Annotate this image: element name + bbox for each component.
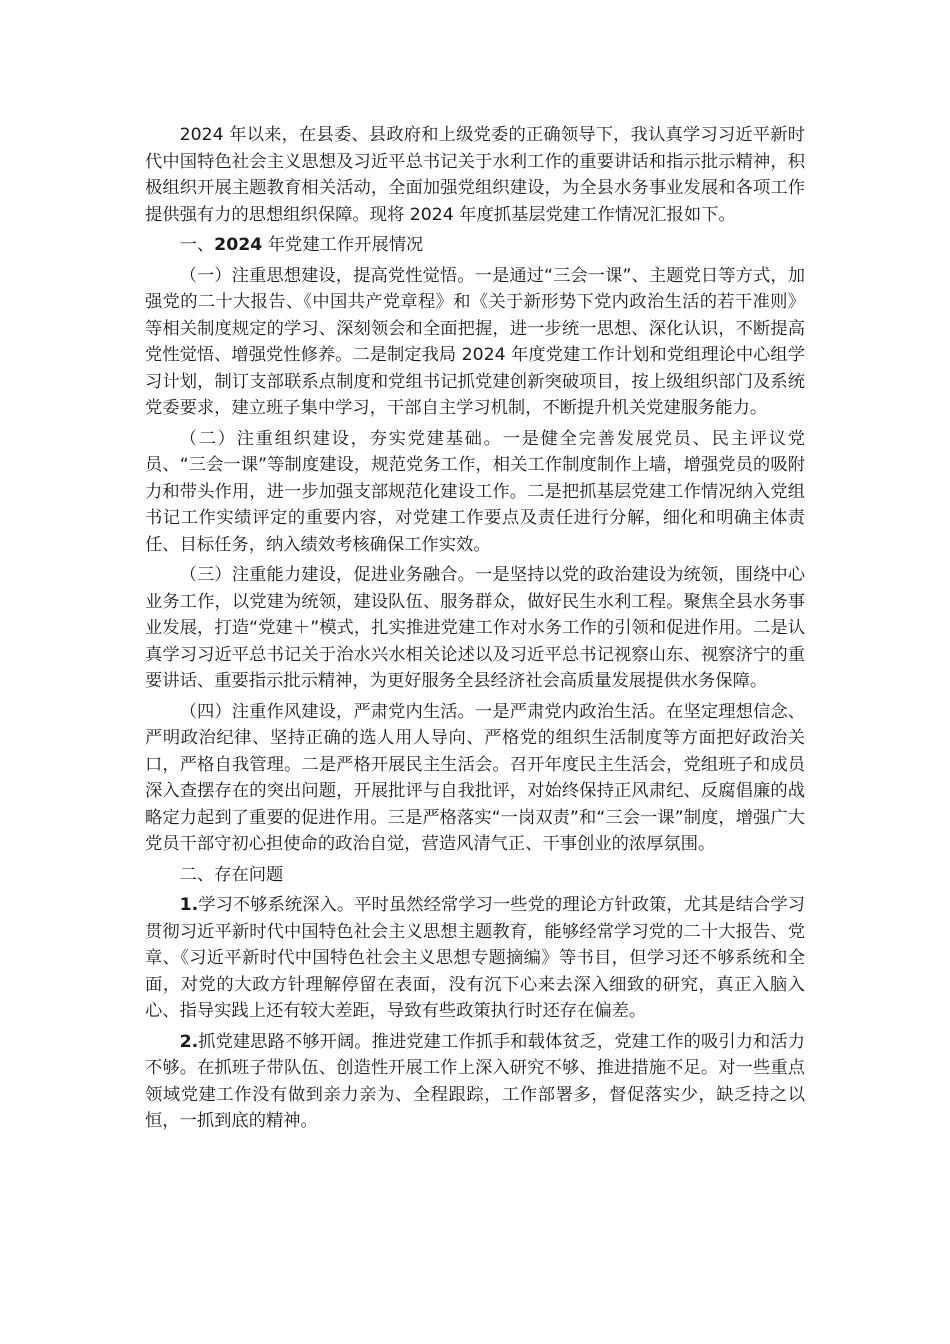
section-heading-1 bbox=[145, 232, 805, 259]
subsection-paragraph-1: （一）注重思想建设，提高党性觉悟。一是通过“三会一课”、主题党日等方式，加强党的二十大报告、《中国共产党章程》和《关于新形势下党内政治生活的若干准则》等相关制度规定的学习、深刻领会和全面把握，进一步统一思想、深化认识，不断提高党性觉悟、增强党性修养。二是制定我局 2024 年度党建工作计划和党组理论中心组学习计划，制订支部联系点制度和党组书记抓党建创新突破项目，按上级组织部门及系统党委要求，建立班子集中学习，干部自主学习机制，不断提升机关党建服务能力。 bbox=[145, 265, 805, 418]
problem-item-1-number: 1. bbox=[179, 895, 199, 915]
subsection-paragraph-3: （三）注重能力建设，促进业务融合。一是坚持以党的政治建设为统领，围绕中心业务工作，以党建为统领，建设队伍、服务群众，做好民生水利工程。聚焦全县水务事业发展，打造“党建＋”模式，扎实推进党建工作对水务工作的引领和促进作用。二是认真学习习近平总书记关于治水兴水相关论述以及习近平总书记视察山东、视察济宁的重要讲话、重要指示批示精神，为更好服务全县经济社会高质量发展提供水务保障。 bbox=[145, 565, 805, 691]
section-1-title: 年党建工作开展情况 bbox=[262, 235, 424, 255]
subsection-paragraph-2: （二）注重组织建设，夯实党建基础。一是健全完善发展党员、民主评议党员、“三会一课”等制度建设，规范党务工作，相关工作制度制作上墙，增强党员的吸附力和带头作用，进一步加强支部规范化建设工作。二是把抓基层党建工作情况纳入党组书记工作实绩评定的重要内容，对党建工作要点及责任进行分解，细化和明确主体责任、目标任务，纳入绩效考核确保工作实效。 bbox=[145, 428, 805, 555]
intro-paragraph: 2024 年以来，在县委、县政府和上级党委的正确领导下，我认真学习习近平新时代中国特色社会主义思想及习近平总书记关于水利工作的重要讲话和指示批示精神，积极组织开展主题教育相关活动，全面加强党组织建设，为全县水务事业发展和各项工作提供强有力的思想组织保障。现将 2024 年度抓基层党建工作情况汇报如下。 bbox=[145, 125, 805, 225]
document-body bbox=[145, 122, 805, 1139]
problem-item-2-text: 抓党建思路不够开阔。推进党建工作抓手和载体贫乏，党建工作的吸引力和活力不够。在抓班子带队伍、创造性开展工作上深入研究不够、推进措施不足。对一些重点领域党建工作没有做到亲力亲为、全程跟踪，工作部署多，督促落实少，缺乏持之以恒，一抓到底的精神。 bbox=[145, 1031, 805, 1131]
section-1-prefix: 一、 bbox=[179, 235, 215, 255]
problem-item-1-text: 学习不够系统深入。平时虽然经常学习一些党的理论方针政策，尤其是结合学习贯彻习近平新时代中国特色社会主义思想主题教育，能够经常学习党的二十大报告、党章、《习近平新时代中国特色社会主义思想专题摘编》等书目，但学习还不够系统和全面，对党的大政方针理解停留在表面，没有沉下心来去深入细致的研究，真正入脑入心、指导实践上还有较大差距，导致有些政策执行时还存在偏差。 bbox=[145, 895, 805, 1021]
section-1-year: 2024 bbox=[214, 235, 263, 255]
problem-item-2-number: 2. bbox=[179, 1031, 199, 1052]
problem-item-1 bbox=[145, 892, 805, 1025]
section-heading-2: 二、存在问题 bbox=[179, 864, 284, 885]
problem-item-2 bbox=[145, 1029, 805, 1135]
subsection-paragraph-4: （四）注重作风建设，严肃党内生活。一是严肃党内政治生活。在坚定理想信念、严明政治纪律、坚持正确的选人用人导向、严格党的组织生活制度等方面把好政治关口，严格自我管理。二是严格开展民主生活会。召开年度民主生活会，党组班子和成员深入查摆存在的突出问题，开展批评与自我批评，对始终保持正风肃纪、反腐倡廉的战略定力起到了重要的促进作用。三是严格落实“一岗双责”和“三会一课”制度，增强广大党员干部守初心担使命的政治自觉，营造风清气正、干事创业的浓厚氛围。 bbox=[145, 701, 805, 854]
